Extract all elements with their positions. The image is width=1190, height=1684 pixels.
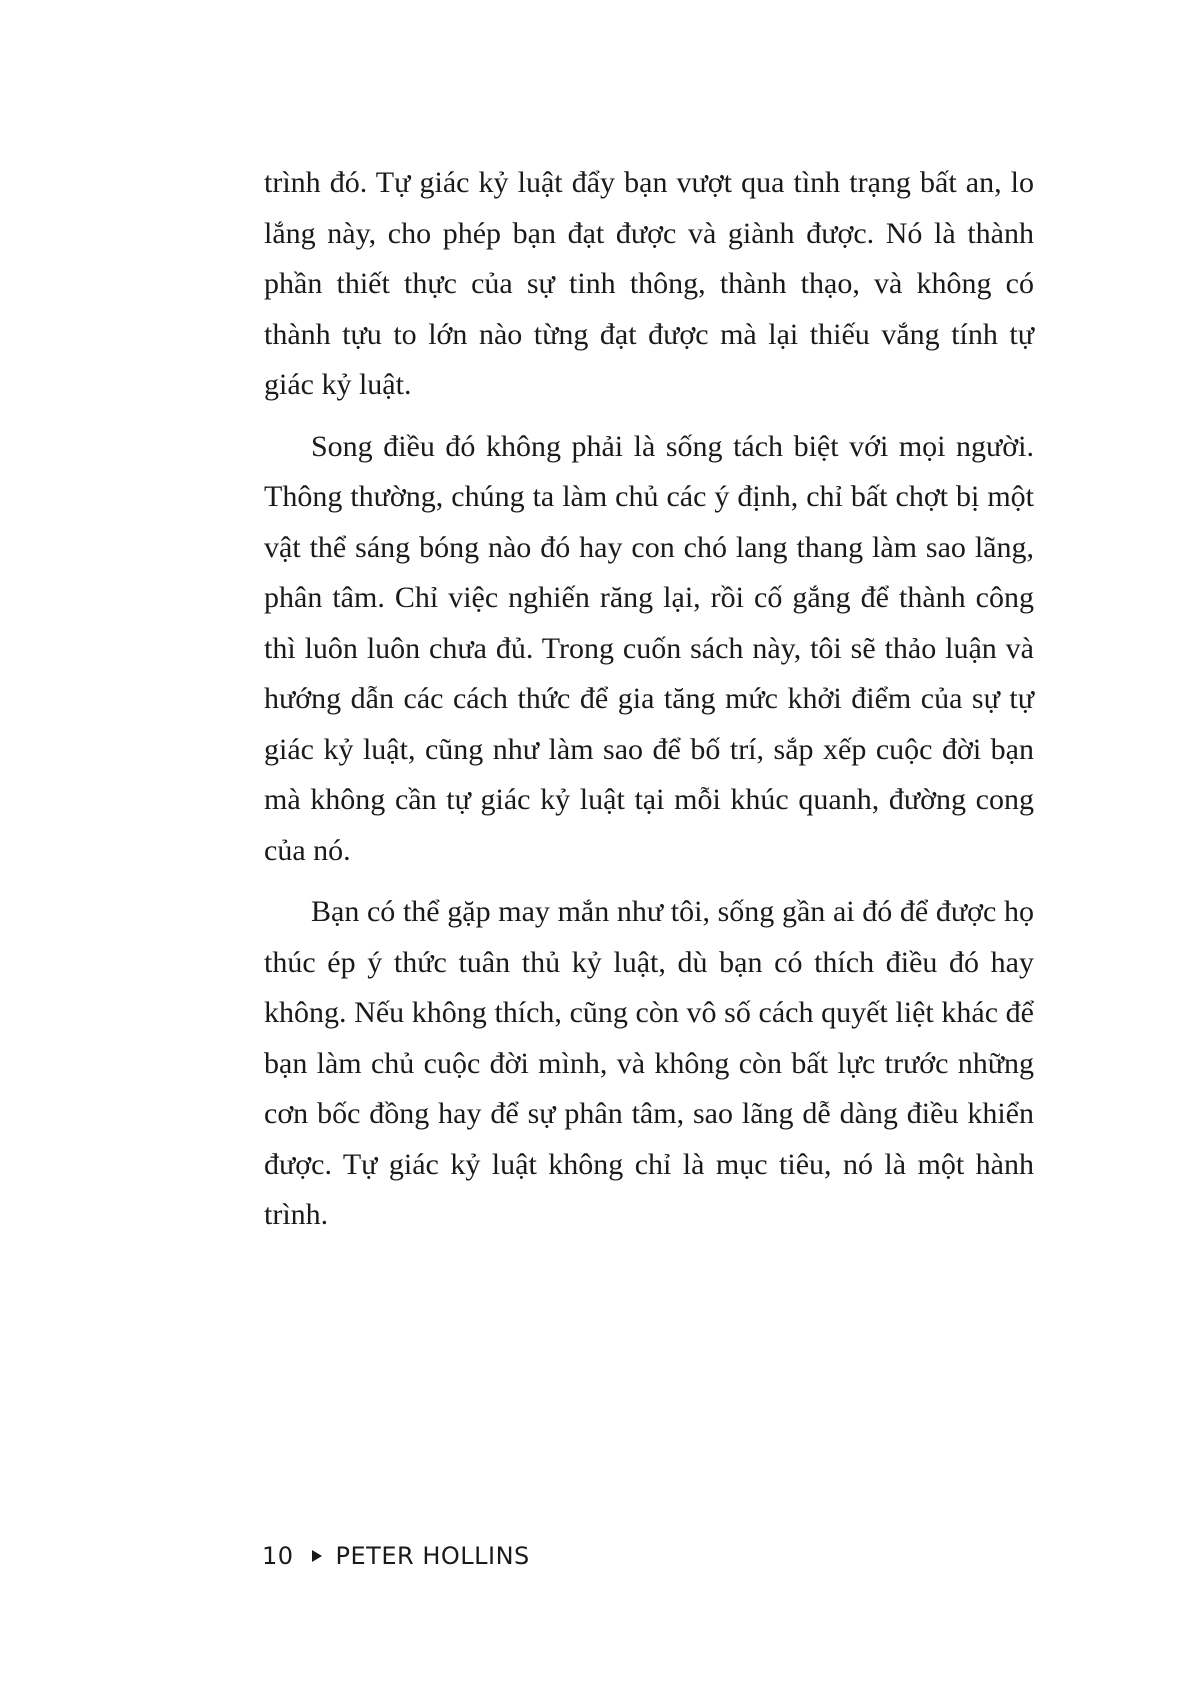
page-footer (262, 1542, 530, 1570)
body-text (264, 158, 1034, 1252)
page-number: 10 (262, 1542, 294, 1570)
running-footer-author: PETER HOLLINS (335, 1542, 530, 1570)
paragraph: Song điều đó không phải là sống tách biệt với mọi người. Thông thường, chúng ta làm chủ các ý định, chỉ bất chợt bị một vật thể sáng bóng nào đó hay con chó lang thang làm sao lãng, phân tâm. Chỉ việc nghiến răng lại, rồi cố gắng để thành công thì luôn luôn chưa đủ. Trong cuốn sách này, tôi sẽ thảo luận và hướng dẫn các cách thức để gia tăng mức khởi điểm của sự tự giác kỷ luật, cũng như làm sao để bố trí, sắp xếp cuộc đời bạn mà không cần tự giác kỷ luật tại mỗi khúc quanh, đường cong của nó. (264, 429, 1034, 867)
paragraph-continued: trình đó. Tự giác kỷ luật đẩy bạn vượt qua tình trạng bất an, lo lắng này, cho phép bạn đạt được và giành được. Nó là thành phần thiết thực của sự tinh thông, thành thạo, và không có thành tựu to lớn nào từng đạt được mà lại thiếu vắng tính tự giác kỷ luật. (264, 166, 1034, 401)
triangle-right-icon (312, 1550, 322, 1562)
paragraph: Bạn có thể gặp may mắn như tôi, sống gần ai đó để được họ thúc ép ý thức tuân thủ kỷ luật, dù bạn có thích điều đó hay không. Nếu không thích, cũng còn vô số cách quyết liệt khác để bạn làm chủ cuộc đời mình, và không còn bất lực trước những cơn bốc đồng hay để sự phân tâm, sao lãng dễ dàng điều khiển được. Tự giác kỷ luật không chỉ là mục tiêu, nó là một hành trình. (264, 895, 1034, 1231)
